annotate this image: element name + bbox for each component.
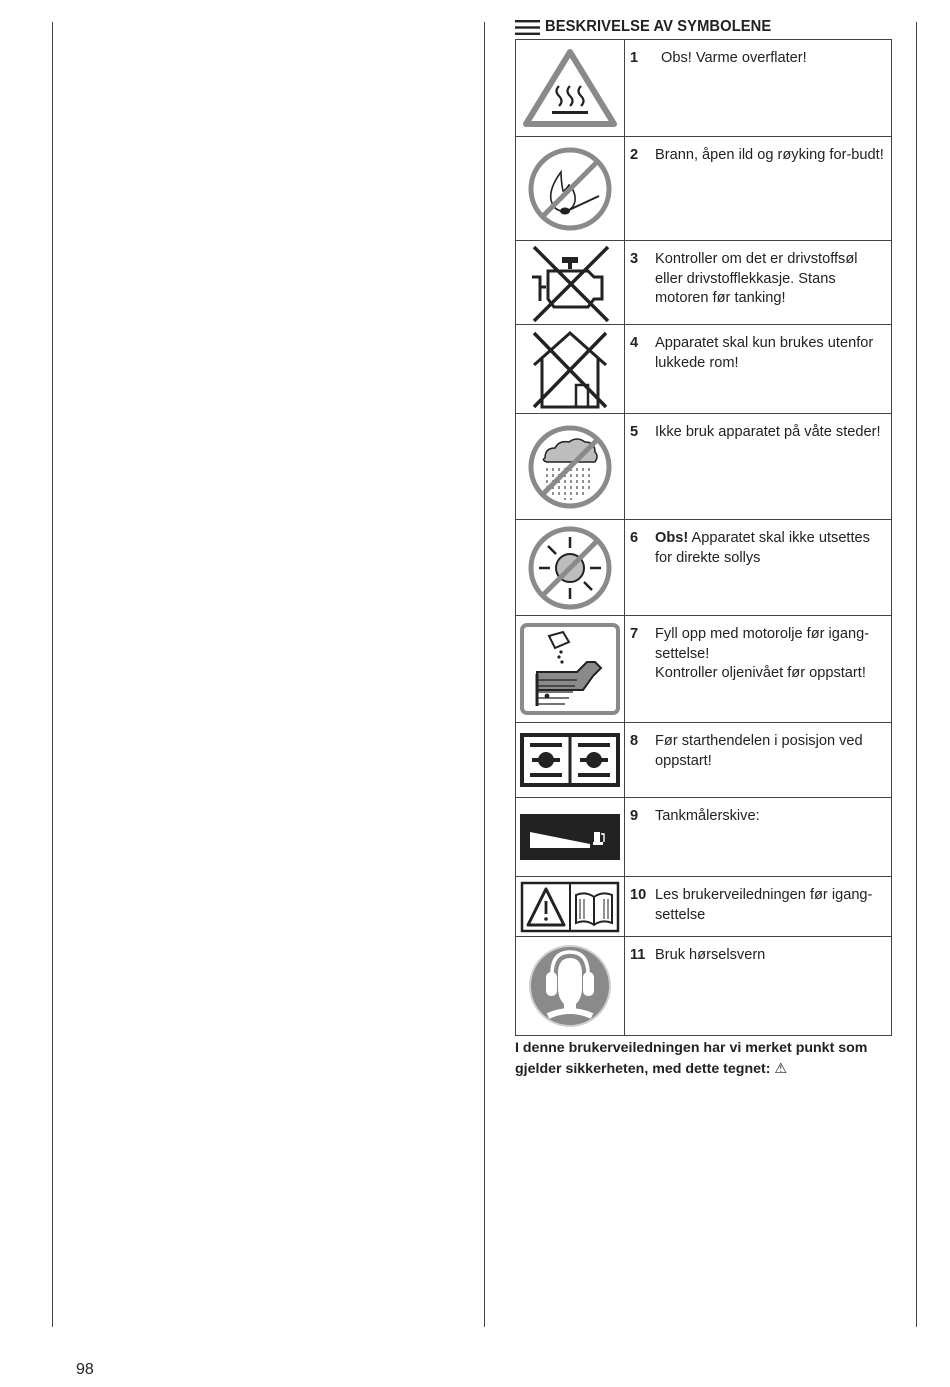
symbol-number: 1	[630, 50, 639, 66]
symbol-number: 5	[630, 424, 639, 440]
table-row	[516, 877, 892, 937]
symbol-text-cell	[625, 877, 892, 937]
bold-prefix: Obs!	[655, 530, 689, 546]
symbol-text-cell	[625, 241, 892, 325]
symbol-number: 8	[630, 733, 639, 749]
icon-cell	[516, 877, 625, 937]
icon-cell	[516, 616, 625, 723]
read-manual-icon	[520, 881, 620, 933]
oil-fill-icon	[519, 622, 621, 716]
symbol-description: Bruk hørselsvern	[655, 947, 766, 963]
symbol-number: 10	[630, 887, 647, 903]
symbol-text-cell	[625, 414, 892, 520]
symbol-text-cell	[625, 40, 892, 137]
icon-cell	[516, 520, 625, 616]
symbol-number: 6	[630, 530, 639, 546]
table-row	[516, 40, 892, 137]
ear-protection-icon	[528, 944, 612, 1028]
symbol-description: Ikke bruk apparatet på våte steder!	[655, 424, 881, 440]
left-margin-rule	[52, 22, 53, 1327]
start-lever-icon	[520, 733, 620, 787]
symbol-text-cell	[625, 937, 892, 1036]
table-row	[516, 520, 892, 616]
section-title: BESKRIVELSE AV SYMBOLENE	[545, 18, 772, 35]
safety-note	[515, 1038, 900, 1079]
symbol-text-cell	[625, 520, 892, 616]
section-header	[515, 16, 791, 38]
symbol-number: 7	[630, 626, 639, 642]
table-row	[516, 937, 892, 1036]
no-fire-smoking-icon	[525, 144, 615, 234]
symbol-description: Før starthendelen i posisjon ved oppstart!	[655, 733, 863, 769]
symbol-number: 4	[630, 335, 639, 351]
table-row	[516, 616, 892, 723]
engine-crossed-icon	[528, 243, 612, 323]
symbol-description: Apparatet skal kun brukes utenfor lukkede rom!	[655, 335, 874, 371]
fuel-gauge-icon	[520, 814, 620, 860]
symbol-number: 2	[630, 147, 639, 163]
symbol-description: Les brukerveiledningen før igang-settelse	[655, 887, 873, 923]
icon-cell	[516, 40, 625, 137]
table-row	[516, 723, 892, 798]
symbol-description: Tankmålerskive:	[655, 808, 760, 824]
icon-cell	[516, 325, 625, 414]
symbol-description-rest: Apparatet skal ikke utsettes for direkte sollys	[655, 530, 870, 566]
no-rain-icon	[525, 422, 615, 512]
right-margin-rule	[916, 22, 917, 1327]
table-row	[516, 325, 892, 414]
symbol-text-cell	[625, 325, 892, 414]
icon-cell	[516, 137, 625, 241]
symbol-number: 9	[630, 808, 639, 824]
symbol-text-cell	[625, 723, 892, 798]
table-row	[516, 414, 892, 520]
icon-cell	[516, 241, 625, 325]
icon-cell	[516, 937, 625, 1036]
symbol-number: 3	[630, 251, 639, 267]
center-column-rule	[484, 22, 485, 1327]
table-row	[516, 798, 892, 877]
table-row	[516, 137, 892, 241]
page-number: 98	[76, 1361, 94, 1378]
icon-cell	[516, 798, 625, 877]
symbol-text-cell	[625, 137, 892, 241]
symbols-table	[515, 39, 892, 1036]
symbol-description	[655, 529, 887, 568]
symbol-text-cell	[625, 798, 892, 877]
symbol-number: 11	[630, 947, 646, 963]
warning-triangle-icon: ⚠	[774, 1060, 788, 1077]
icon-cell	[516, 414, 625, 520]
house-crossed-icon	[528, 327, 612, 411]
icon-cell	[516, 723, 625, 798]
section-lines-icon	[515, 19, 540, 36]
symbol-text-cell	[625, 616, 892, 723]
symbol-description: Kontroller om det er drivstoffsøl eller drivstofflekkasje. Stans motoren før tanking!	[655, 251, 858, 306]
no-sun-icon	[525, 523, 615, 613]
hot-surface-warning-icon	[522, 48, 618, 128]
symbol-description: Fyll opp med motorolje før igang-settelse!	[655, 626, 870, 662]
table-row	[516, 241, 892, 325]
symbol-description: Obs! Varme overflater!	[661, 50, 807, 66]
safety-note-text: I denne brukerveiledningen har vi merket punkt som gjelder sikkerheten, med dette tegnet:	[515, 1040, 868, 1077]
symbol-description-second-line: Kontroller oljenivået før oppstart!	[655, 665, 866, 681]
symbol-description: Brann, åpen ild og røyking for-budt!	[655, 147, 884, 163]
